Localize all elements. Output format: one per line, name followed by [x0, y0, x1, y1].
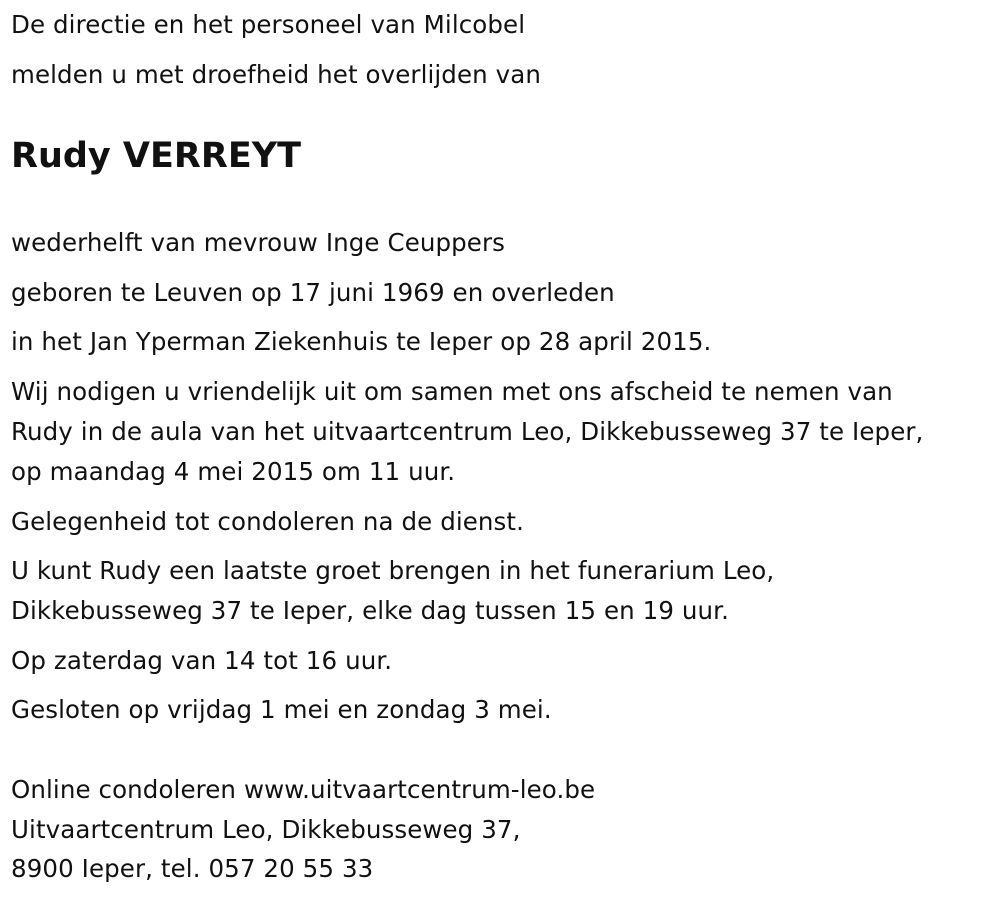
intro-line-1: De directie en het personeel van Milcobel [11, 10, 526, 39]
visitation-line-1: U kunt Rudy een laatste groet brengen in het funerarium Leo, [11, 556, 775, 585]
contact-line-1: Online condoleren www.uitvaartcentrum-leo.be [11, 775, 596, 804]
invitation-line-1: Wij nodigen u vriendelijk uit om samen met ons afscheid te nemen van [11, 377, 893, 406]
invitation-line-2: Rudy in de aula van het uitvaartcentrum Leo, Dikkebusseweg 37 te Ieper, [11, 417, 924, 446]
contact-line-2: Uitvaartcentrum Leo, Dikkebusseweg 37, [11, 815, 521, 844]
closed-days: Gesloten op vrijdag 1 mei en zondag 3 mei. [11, 695, 552, 724]
detail-line-2: geboren te Leuven op 17 juni 1969 en overleden [11, 278, 615, 307]
deceased-name: Rudy VERREYT [11, 136, 301, 176]
saturday-hours: Op zaterdag van 14 tot 16 uur. [11, 646, 393, 675]
contact-line-3: 8900 Ieper, tel. 057 20 55 33 [11, 854, 374, 883]
detail-line-1: wederhelft van mevrouw Inge Ceuppers [11, 228, 506, 257]
detail-line-3: in het Jan Yperman Ziekenhuis te Ieper op 28 april 2015. [11, 327, 712, 356]
condolence-note: Gelegenheid tot condoleren na de dienst. [11, 507, 525, 536]
visitation-line-2: Dikkebusseweg 37 te Ieper, elke dag tussen 15 en 19 uur. [11, 596, 729, 625]
invitation-line-3: op maandag 4 mei 2015 om 11 uur. [11, 457, 456, 486]
intro-line-2: melden u met droefheid het overlijden van [11, 60, 541, 89]
